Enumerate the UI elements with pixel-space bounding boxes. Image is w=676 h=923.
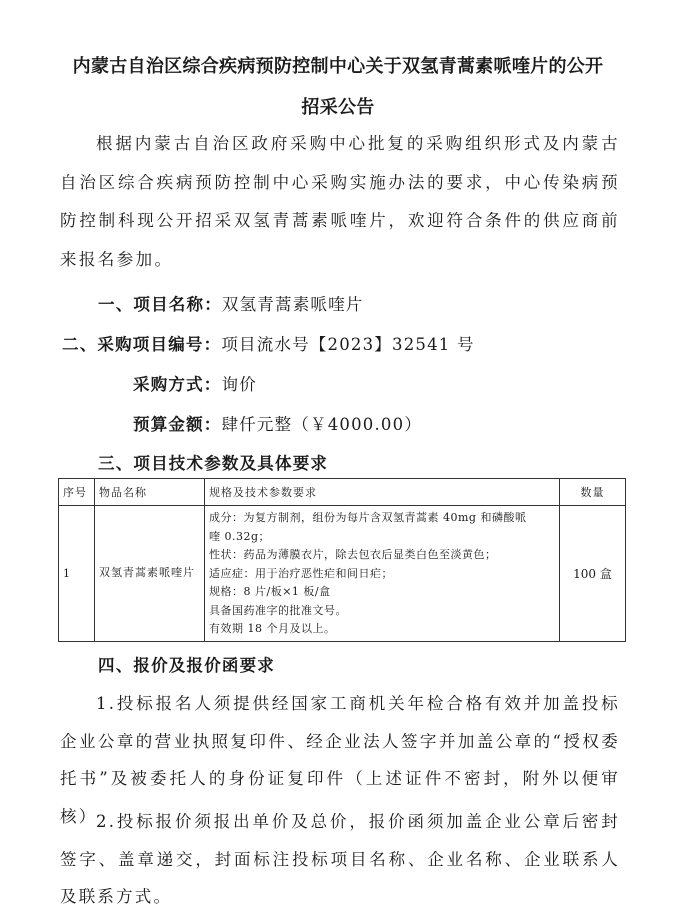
cell-item-name: 双氢青蒿素哌喹片 — [95, 506, 205, 642]
header-spec: 规格及技术参数要求 — [205, 479, 560, 506]
spec-line: 成分：为复方制剂，组份为每片含双氢青蒿素 40mg 和磷酸哌 — [209, 511, 527, 524]
spec-line: 有效期 18 个月及以上。 — [209, 622, 336, 635]
requirement-item-2: 2.投标报价须报出单价及总价，报价函须加盖企业公章后密封签字、盖章递交，封面标注投标项目名称、企业名称、企业联系人及联系方式。 — [60, 812, 620, 906]
header-no: 序号 — [59, 479, 95, 506]
cell-no: 1 — [59, 506, 95, 642]
spec-line: 适应症：用于治疗恶性疟和间日疟； — [209, 566, 393, 580]
procurement-method-value: 询价 — [221, 375, 257, 394]
project-name-row — [98, 291, 364, 315]
project-number-value: 项目流水号【2023】32541 号 — [221, 335, 475, 354]
cell-spec — [205, 506, 560, 642]
document-title-line-2: 招采公告 — [301, 97, 375, 118]
project-name-label: 一、项目名称： — [98, 295, 222, 314]
spec-line: 规格：8 片/板×1 板/盒 — [209, 585, 331, 598]
project-name-value: 双氢青蒿素哌喹片 — [221, 295, 364, 314]
requirements-table — [58, 478, 626, 642]
budget-label: 预算金额： — [133, 415, 222, 434]
spec-line: 喹 0.32g； — [209, 529, 271, 543]
section4-heading: 四、报价及报价函要求 — [98, 656, 275, 675]
procurement-method-row — [133, 371, 257, 395]
intro-paragraph: 根据内蒙古自治区政府采购中心批复的采购组织形式及内蒙古自治区综合疾病预防控制中心采购实施办法的要求，中心传染病预防控制科现公开招采双氢青蒿素哌喹片，欢迎符合条件的供应商前来报名参加。 — [60, 134, 620, 269]
table-header-row — [59, 479, 626, 506]
cell-quantity: 100 盒 — [560, 506, 626, 642]
requirement-item-1: 1.投标报名人须提供经国家工商机关年检合格有效并加盖投标企业公章的营业执照复印件、经企业法人签字并加盖公章的“授权委托书”及被委托人的身份证复印件（上述证件不密封，附外以便审核） — [60, 694, 620, 826]
header-item-name: 物品名称 — [95, 479, 205, 506]
budget-row — [133, 411, 422, 435]
table-row — [59, 506, 626, 642]
section3-heading: 三、项目技术参数及具体要求 — [98, 454, 329, 473]
project-number-row — [62, 331, 475, 355]
project-number-label: 二、采购项目编号： — [62, 335, 222, 354]
spec-line: 性状：药品为薄膜衣片，除去包衣后显类白色至淡黄色； — [209, 548, 497, 561]
procurement-method-label: 采购方式： — [133, 375, 222, 394]
budget-value: 肆仟元整（￥4000.00） — [221, 415, 423, 434]
spec-line: 具备国药准字的批准文号。 — [209, 603, 347, 617]
document-title-line-1: 内蒙古自治区综合疾病预防控制中心关于双氢青蒿素哌喹片的公开 — [72, 56, 604, 77]
header-quantity: 数量 — [560, 479, 626, 506]
